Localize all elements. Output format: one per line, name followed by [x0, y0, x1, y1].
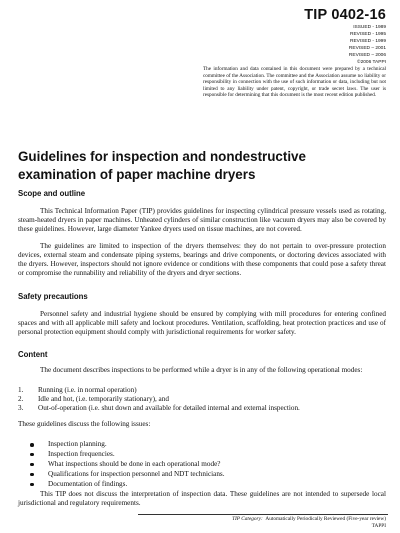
content-intro: The document describes inspections to be performed while a dryer is in any of the following operational modes: — [40, 366, 363, 374]
bullet-icon — [30, 483, 34, 487]
bullet-item — [28, 450, 368, 460]
scope-heading: Scope and outline — [18, 189, 86, 198]
list-text: Idle and hot, (i.e. temporarily stationary), and — [38, 394, 169, 403]
document-title: Guidelines for inspection and nondestructive examination of paper machine dryers — [18, 149, 306, 182]
revision-line: REVISED – 2006 — [348, 53, 386, 59]
revision-line: REVISED - 1999 — [350, 39, 386, 45]
disclaimer: The information and data contained in this document were prepared by a technical committee of the Association. The committee and the Association assume no liability or responsibility in connection with the use of such information or data, including but not limited to any liability under patent, copyright, or trade secret laws. The user is responsible for determining that this document is the most recent edition published. — [203, 66, 386, 99]
bullet-icon — [30, 473, 34, 477]
footer-divider — [138, 514, 388, 515]
bullet-text: Inspection planning. — [48, 440, 107, 448]
closing-paragraph: This TIP does not discuss the interpretation of inspection data. These guidelines are not intended to supersede local jurisdictional and regulatory requirements. — [18, 490, 386, 507]
revision-line: ISSUED - 1989 — [353, 25, 386, 30]
safety-heading: Safety precautions — [18, 292, 88, 301]
footer-category-value: Automatically Periodically Reviewed (Five-year review) — [265, 516, 386, 522]
content-heading: Content — [18, 350, 48, 359]
bullet-item — [28, 470, 368, 480]
bullet-text: Documentation of findings. — [48, 479, 128, 488]
bullet-item — [28, 460, 368, 470]
copyright-line: ©2006 TAPPI — [357, 60, 386, 66]
operational-modes-list — [18, 386, 386, 413]
list-text: Running (i.e. in normal operation) — [38, 386, 137, 394]
revision-line: REVISED - 1995 — [350, 32, 386, 38]
list-item — [18, 404, 386, 413]
footer-category-label: TIP Category: — [232, 516, 263, 522]
list-item — [18, 386, 386, 395]
revision-line: REVISED – 2001 — [348, 46, 386, 52]
list-number: 1. — [18, 386, 24, 394]
issues-intro: These guidelines discuss the following issues: — [18, 420, 151, 428]
list-number: 2. — [18, 394, 24, 403]
bullet-icon — [30, 463, 34, 467]
scope-paragraph-1: This Technical Information Paper (TIP) provides guidelines for inspecting cylindrical pressure vessels used as rotating, steam-heated dryers in paper machines. Unheated cylinders of similar construction like vacuum dryers may also be covered by these guidelines. However, large diameter Yankee dryers used on tissue machines, are not covered. — [18, 207, 386, 233]
list-number: 3. — [18, 403, 24, 412]
safety-paragraph: Personnel safety and industrial hygiene should be ensured by complying with mill procedures for entering confined spaces and with all applicable mill safety and lockout procedures. Ventilation, scaffolding, heat protection practices and use of personal protection equipment should comply with jurisdictional requirements for worker safety. — [18, 310, 386, 336]
list-text: Out-of-operation (i.e. shut down and available for detailed internal and external inspection. — [38, 403, 300, 412]
bullet-text: Qualifications for inspection personnel and NDT technicians. — [48, 469, 225, 478]
scope-paragraph-2: The guidelines are limited to inspection of the dryers themselves: they do not pertain to over-pressure protection devices, external steam and condensate piping systems, bearings and drive components, or doctoring devices associated with the dryers. However, inspectors should not ignore evidence or conditions with these components that could pose a safety threat or compromise the runnability and reliability of the dryers and dryer sections. — [18, 242, 386, 277]
bullet-icon — [30, 443, 34, 447]
list-item — [18, 395, 386, 404]
tip-number: TIP 0402-16 — [304, 7, 386, 23]
footer-category-line — [138, 516, 386, 523]
revision-history — [290, 24, 386, 67]
issues-list — [28, 440, 368, 490]
bullet-text: What inspections should be done in each operational mode? — [48, 459, 221, 468]
bullet-icon — [30, 453, 34, 457]
bullet-text: Inspection frequencies. — [48, 449, 115, 458]
footer — [138, 516, 386, 530]
bullet-item — [28, 480, 368, 490]
footer-org: TAPPI — [371, 523, 386, 529]
bullet-item — [28, 440, 368, 450]
